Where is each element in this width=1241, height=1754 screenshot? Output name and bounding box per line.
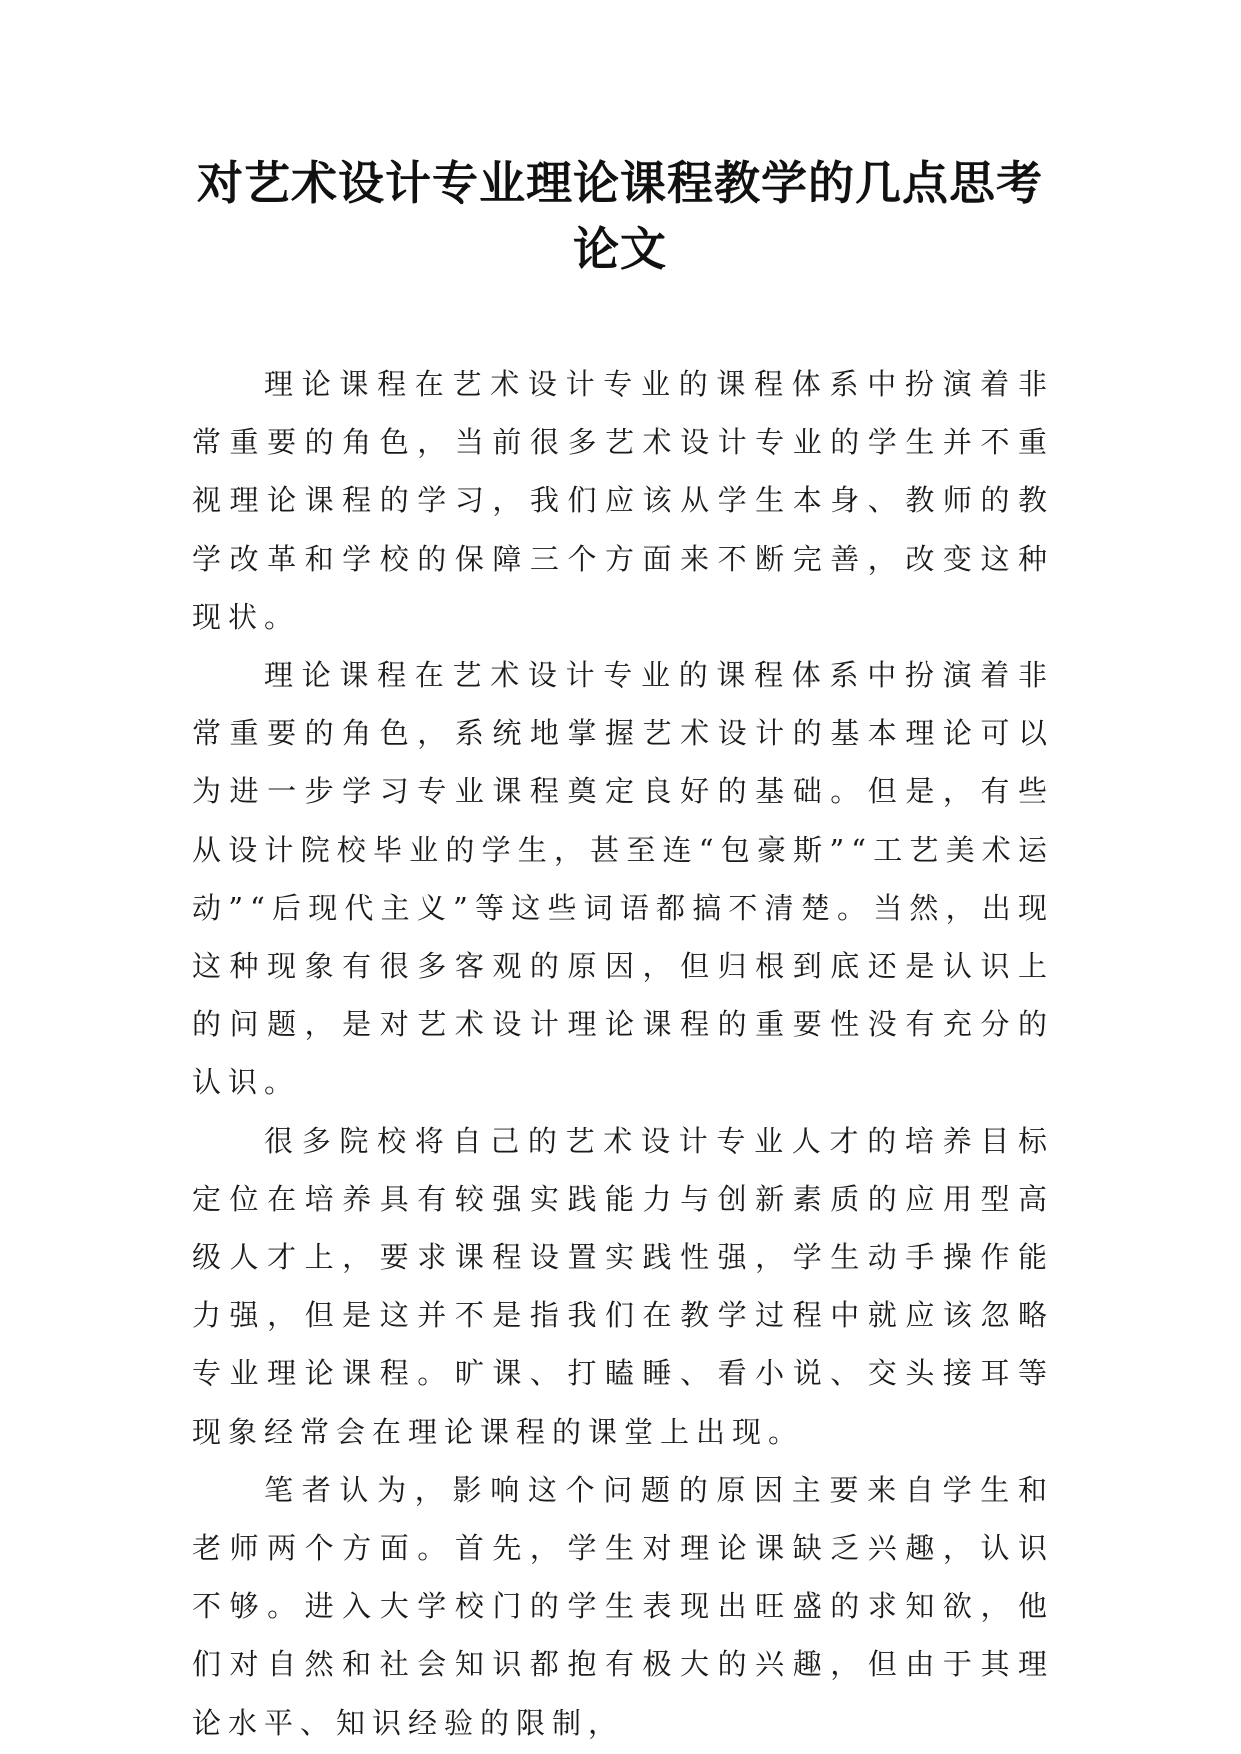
document-title <box>180 150 1060 282</box>
title-line-2: 论文 <box>573 222 667 276</box>
paragraph-1: 理论课程在艺术设计专业的课程体系中扮演着非常重要的角色，当前很多艺术设计专业的学生并不重视理论课程的学习，我们应该从学生本身、教师的教学改革和学校的保障三个方面来不断完善，改变这种现状。 <box>192 367 1054 634</box>
paragraph-4: 笔者认为，影响这个问题的原因主要来自学生和老师两个方面。首先，学生对理论课缺乏兴趣，认识不够。进入大学校门的学生表现出旺盛的求知欲，他们对自然和社会知识都抱有极大的兴趣，但由于其理论水平、知识经验的限制， <box>192 1472 1054 1740</box>
title-line-1: 对艺术设计专业理论课程教学的几点思考 <box>197 156 1043 210</box>
paragraph-2: 理论课程在艺术设计专业的课程体系中扮演着非常重要的角色，系统地掌握艺术设计的基本理论可以为进一步学习专业课程奠定良好的基础。但是，有些从设计院校毕业的学生，甚至连“包豪斯”“工艺美术运动”“后现代主义”等这些词语都搞不清楚。当然，出现这种现象有很多客观的原因，但归根到底还是认识上的问题，是对艺术设计理论课程的重要性没有充分的认识。 <box>192 658 1054 1100</box>
paragraph-3: 很多院校将自己的艺术设计专业人才的培养目标定位在培养具有较强实践能力与创新素质的应用型高级人才上，要求课程设置实践性强，学生动手操作能力强，但是这并不是指我们在教学过程中就应该忽略专业理论课程。旷课、打瞌睡、看小说、交头接耳等现象经常会在理论课程的课堂上出现。 <box>192 1123 1054 1449</box>
document-body <box>192 355 1054 1752</box>
